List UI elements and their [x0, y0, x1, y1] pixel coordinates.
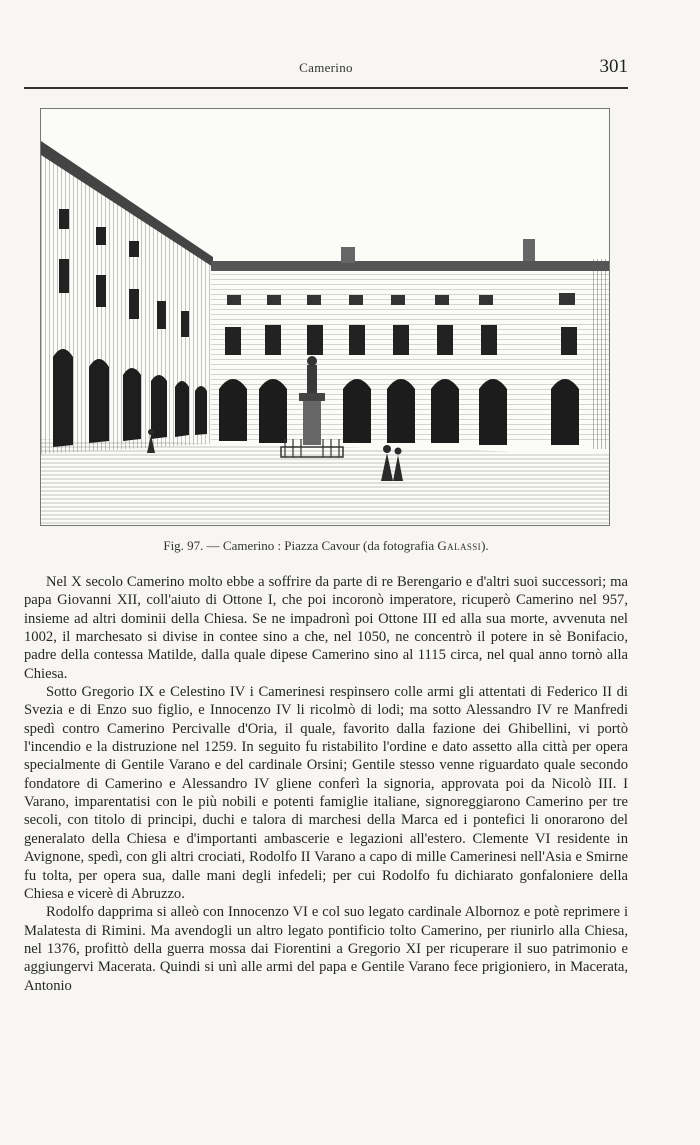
figure-engraving-piazza [40, 108, 610, 526]
caption-text: Fig. 97. — Camerino : Piazza Cavour (da fotografia [163, 538, 435, 553]
paragraph-3: Rodolfo dapprima si alleò con Innocenzo VI e col suo legato cardinale Albornoz e potè reprimere i Malatesta di Rimini. Ma avendogli un altro legato pontificio tolto Camerino, per riunirlo alla Chiesa, nel 1376, profittò della guerra mossa dai Fiorentini a Gregorio XI per ricuperare il suo patrimonio e aggiungervi Macerata. Quindi si unì alle armi del papa e Gentile Varano fece prigioniero, in Macerata, Antonio [24, 904, 628, 994]
figure-caption [24, 538, 628, 554]
caption-suffix: ). [481, 538, 489, 553]
page-number: 301 [599, 56, 628, 77]
header-rule [24, 87, 628, 89]
central-attic [341, 247, 355, 263]
piazza-ground [41, 439, 609, 525]
caption-credit: Galassi [437, 538, 482, 553]
paragraph-1: Nel X secolo Camerino molto ebbe a soffrire da parte di re Berengario e d'altri suoi successori; ma papa Giovanni XII, coll'aiuto di Ottone I, che poi incoronò imperatore, ricuperò Camerino nel 957, insieme ad altri dominii della Chiesa. Se ne impadronì poi Ottone III ed alla sua morte, avvenuta nel 1002, il marchesato si divise in contee sino a che, nel 1050, ne concentrò il potere in sè Bonifacio, padre della contessa Matilde, dalla quale dipese Camerino sino al 1115 circa, nel qual anno tornò alla Chiesa. [24, 574, 628, 682]
running-title: Camerino [299, 60, 353, 75]
engraving-illustration [41, 109, 609, 525]
body-text [24, 573, 628, 995]
central-attic-2 [523, 239, 535, 261]
right-edge-building [593, 259, 609, 449]
central-cornice [211, 261, 609, 271]
page-header [24, 56, 628, 82]
paragraph-2: Sotto Gregorio IX e Celestino IV i Camerinesi respinsero colle armi gli attentati di Federico II di Svezia e di Enzo suo figlio, e Innocenzo IV li ricolmò di lodi; ma sotto Alessandro IV re Manfredi spedì contro Camerino Percivalle d'Oria, il quale, favorito dalla fazione dei Ghibellini, vi portò l'incendio e la distruzione nel 1259. In seguito fu ristabilito l'ordine e dato assetto alla città per opera specialmente di Gentile Varano e del cardinale Orsini; Gentile stesso venne riguardato quale secondo fondatore di Camerino e Alessandro IV gliene conferì la signoria, approvata poi da Nicolò III. I Varano, imparentatisi con le più nobili e potenti famiglie italiane, signoreggiarono Camerino per tre secoli, con titolo di principi, duchi e talora di marchesi della Marca ed i pontefici li onorarono del generalato della Chiesa e d'importanti ambascerie e legazioni all'estero. Clemente VI residente in Avignone, spedì, con gli altri crociati, Rodolfo II Varano a capo di mille Camerinesi nell'Asia e Smirne fu tolta, per opera sua, dalle mani degli infedeli; per cui Rodolfo fu dichiarato gonfaloniere della Chiesa e vicerè di Abruzzo. [24, 684, 628, 902]
